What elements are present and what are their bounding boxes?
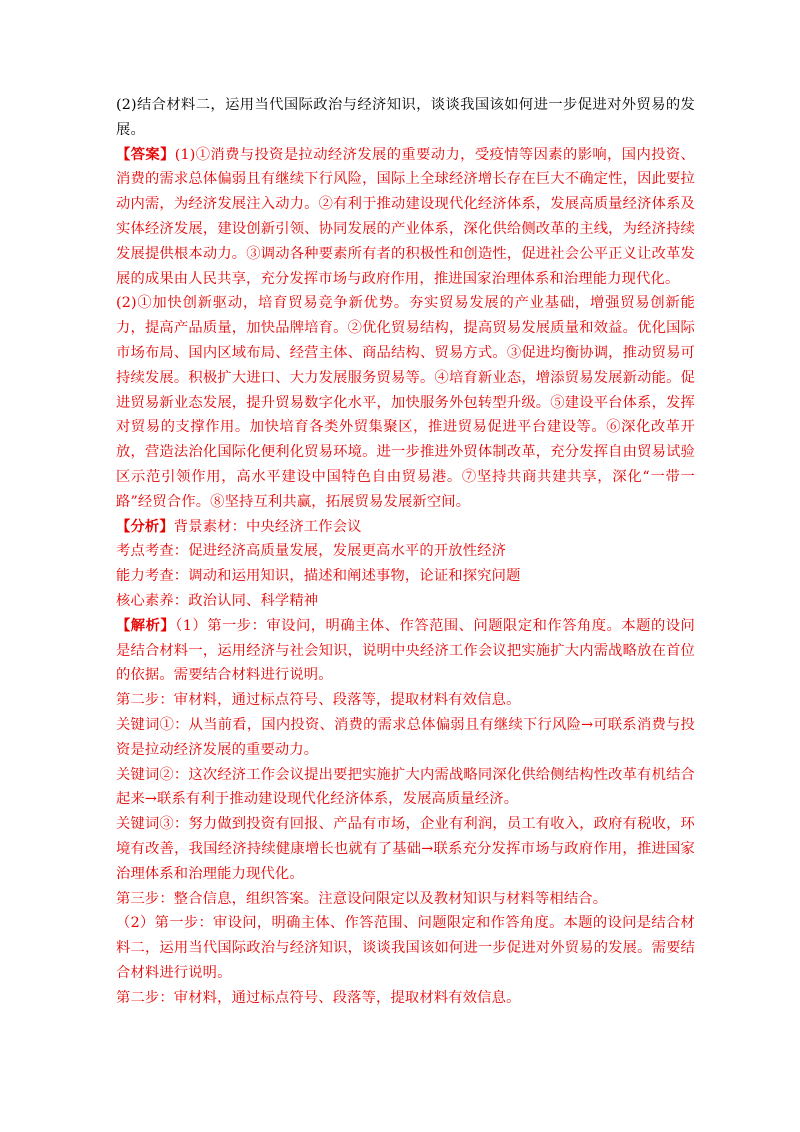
explanation-keyword-1: 关键词①：从当前看，国内投资、消费的需求总体偏弱且有继续下行风险→可联系消费与投资是拉动经济发展的重要动力。 xyxy=(116,716,695,758)
answer-part-1-text: (1)①消费与投资是拉动经济发展的重要动力，受疫情等因素的影响，国内投资、消费的需求总体偏弱且有继续下行风险，国际上全球经济增长存在巨大不确定性，因此要拉动内需，为经济发展注入动力。②有利于推动建设现代化经济体系，发展高质量经济体系及实体经济发展，建设创新引领、协同发展的产业体系，深化供给侧改革的主线，为经济持续发展提供根本动力。③调动各种要素所有者的积极性和创造性，促进社会公平正义让改革发展的成果由人民共享，充分发挥市场与政府作用，推进国家治理体系和治理能力现代化。 xyxy=(116,146,695,287)
explanation-step2-q2: 第二步：审材料，通过标点符号、段落等，提取材料有效信息。 xyxy=(116,989,521,1006)
analysis-background-text: 背景素材：中央经济工作会议 xyxy=(173,518,362,535)
question-2: (2)结合材料二，运用当代国际政治与经济知识，谈谈我国该如何进一步促进对外贸易的发展。 xyxy=(116,97,695,138)
analysis-kaodian: 考点考查：促进经济高质量发展，发展更高水平的开放性经济 xyxy=(116,543,507,560)
analysis-nengli: 能力考查：调动和运用知识，描述和阐述事物，论证和探究问题 xyxy=(116,568,521,585)
explanation-step1-q1 xyxy=(116,614,695,688)
explanation-label: 【解析】 xyxy=(116,617,176,634)
explanation-keyword-2: 关键词②：这次经济工作会议提出要把实施扩大内需战略同深化供给侧结构性改革有机结合起来→联系有利于推动建设现代化经济体系，发展高质量经济。 xyxy=(116,766,695,808)
explanation-step2-q1: 第二步：审材料，通过标点符号、段落等，提取材料有效信息。 xyxy=(116,692,521,709)
analysis-label: 【分析】 xyxy=(116,518,174,535)
explanation-keyword-3: 关键词③：努力做到投资有回报、产品有市场，企业有利润，员工有收入，政府有税收，环境有改善，我国经济持续健康增长也就有了基础→联系充分发挥市场与政府作用，推进国家治理体系和治理能力现代化。 xyxy=(116,816,695,882)
answer-label: 【答案】 xyxy=(116,146,175,163)
explanation-step1-q2: （2）第一步：审设问，明确主体、作答范围、问题限定和作答角度。本题的设问是结合材料二，运用当代国际政治与经济知识，谈谈我国该如何进一步促进对外贸易的发展。需要结合材料进行说明。 xyxy=(116,915,695,981)
answer-part-1 xyxy=(116,143,695,292)
analysis-background xyxy=(116,515,695,540)
explanation-step3-q1: 第三步：整合信息，组织答案。注意设问限定以及教材知识与材料等相结合。 xyxy=(116,890,608,907)
explanation-step1-q1-text: （1）第一步：审设问，明确主体、作答范围、问题限定和作答角度。本题的设问是结合材料一，运用经济与社会知识，说明中央经济工作会议把实施扩大内需战略放在首位的依据。需要结合材料进行说明。 xyxy=(116,617,695,684)
answer-part-2: (2)①加快创新驱动，培育贸易竞争新优势。夯实贸易发展的产业基础，增强贸易创新能力，提高产品质量，加快品牌培育。②优化贸易结构，提高贸易发展质量和效益。优化国际市场布局、国内区域布局、经营主体、商品结构、贸易方式。③促进均衡协调，推动贸易可持续发展。积极扩大进口、大力发展服务贸易等。④培育新业态，增添贸易发展新动能。促进贸易新业态发展，提升贸易数字化水平，加快服务外包转型升级。⑤建设平台体系，发挥对贸易的支撑作用。加快培育各类外贸集聚区，推进贸易促进平台建设等。⑥深化改革开放，营造法治化国际化便利化贸易环境。进一步推进外贸体制改革，充分发挥自由贸易试验区示范引领作用，高水平建设中国特色自由贸易港。⑦坚持共商共建共享，深化“一带一路”经贸合作。⑧坚持互利共赢，拓展贸易发展新空间。 xyxy=(116,295,695,510)
analysis-suyang: 核心素养：政治认同、科学精神 xyxy=(116,592,319,609)
